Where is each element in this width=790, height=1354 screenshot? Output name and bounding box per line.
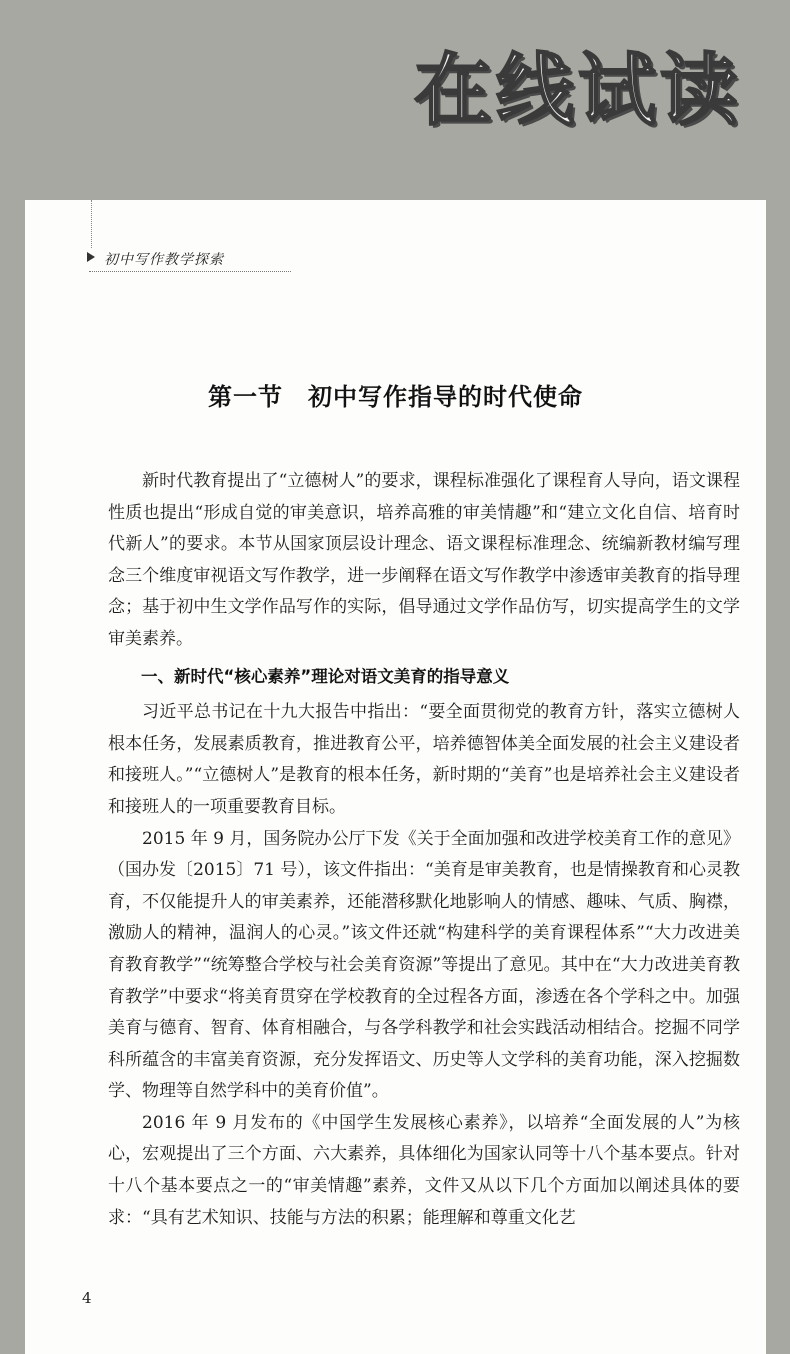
paragraph: 2016 年 9 月发布的《中国学生发展核心素养》，以培养“全面发展的人”为核心，宏观提出了三个方面、六大素养，具体细化为国家认同等十八个基本要点。针对十八个基本要点之一的“审美情趣”素养，文件又从以下几个方面加以阐述具体的要求：“具有艺术知识、技能与方法的积累；能理解和尊重文化艺: [108, 1112, 740, 1228]
book-page: [25, 200, 766, 1354]
paragraph: 习近平总书记在十九大报告中指出：“要全面贯彻党的教育方针，落实立德树人根本任务，发展素质教育，推进教育公平，培养德智体美全面发展的社会主义建设者和接班人。”“立德树人”是教育的根本任务，新时期的“美育”也是培养社会主义建设者和接班人的一项重要教育目标。: [108, 702, 740, 817]
triangle-marker-icon: [87, 252, 95, 262]
intro-paragraph: 新时代教育提出了“立德树人”的要求，课程标准强化了课程育人导向，语文课程性质也提出“形成自觉的审美意识，培养高雅的审美情趣”和“建立文化自信、培育时代新人”的要求。本节从国家顶层设计理念、语文课程标准理念、统编新教材编写理念三个维度审视语文写作教学，进一步阐释在语文写作教学中渗透审美教育的指导理念；基于初中生文学作品写作的实际，倡导通过文学作品仿写，切实提高学生的文学审美素养。: [108, 471, 740, 649]
subheading: 一、新时代“核心素养”理论对语文美育的指导意义: [141, 666, 510, 686]
body-text: [108, 466, 740, 1234]
banner-title: 在线试读: [413, 46, 742, 136]
margin-rule: [91, 200, 92, 248]
page-number: 4: [82, 1289, 92, 1307]
banner: [0, 0, 790, 200]
running-head-text: 初中写作教学探索: [104, 252, 224, 268]
paragraph: 2015 年 9 月，国务院办公厅下发《关于全面加强和改进学校美育工作的意见》（国办发〔2015〕71 号），该文件指出：“美育是审美教育，也是情操教育和心灵教育，不仅能提升人的审美素养，还能潜移默化地影响人的情感、趣味、气质、胸襟，激励人的精神，温润人的心灵。”该文件还就“构建科学的美育课程体系”“大力改进美育教育教学”“统筹整合学校与社会美育资源”等提出了意见。其中在“大力改进美育教育教学”中要求“将美育贯穿在学校教育的全过程各方面，渗透在各个学科之中。加强美育与德育、智育、体育相融合，与各学科教学和社会实践活动相结合。挖掘不同学科所蕴含的丰富美育资源，充分发挥语文、历史等人文学科的美育功能，深入挖掘数学、物理等自然学科中的美育价值”。: [108, 828, 740, 1102]
running-head: [89, 249, 291, 272]
section-title: 第一节 初中写作指导的时代使命: [208, 382, 583, 411]
